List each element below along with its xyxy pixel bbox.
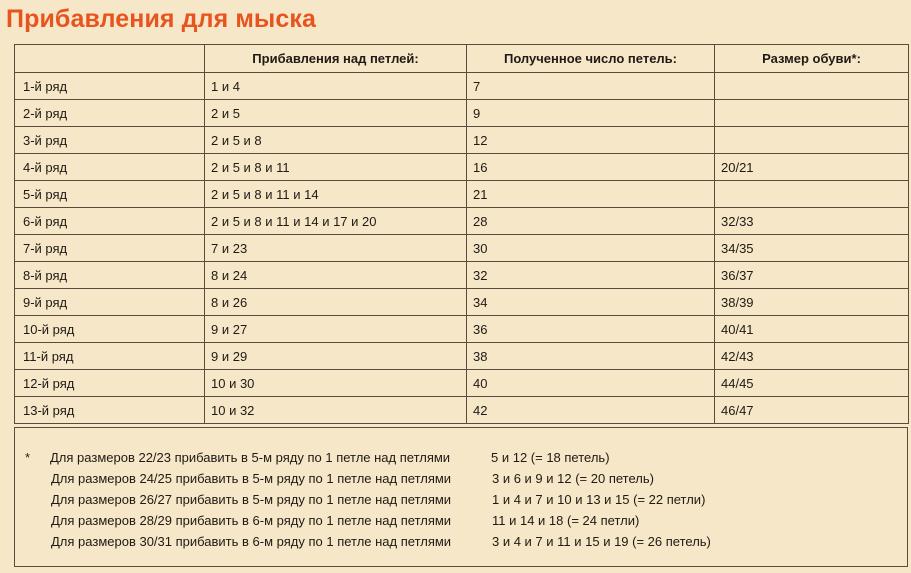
footnote-line [51, 511, 640, 531]
shoe-size-cell: 32/33 [715, 208, 909, 235]
stitch-count-cell: 28 [467, 208, 715, 235]
increases-cell: 8 и 24 [205, 262, 467, 289]
table-row [15, 73, 909, 100]
footnote-line [51, 532, 711, 552]
footnote-value: 3 и 4 и 7 и 11 и 15 и 19 (= 26 петель) [492, 534, 711, 549]
shoe-size-cell [715, 73, 909, 100]
table-row [15, 208, 909, 235]
footnote-line [50, 448, 610, 468]
stitch-count-cell: 42 [467, 397, 715, 424]
row-label-cell: 13-й ряд [15, 397, 205, 424]
increases-table [14, 44, 909, 424]
increases-cell: 8 и 26 [205, 289, 467, 316]
increases-cell: 10 и 32 [205, 397, 467, 424]
shoe-size-cell: 38/39 [715, 289, 909, 316]
footnote-line [51, 469, 654, 489]
increases-cell: 1 и 4 [205, 73, 467, 100]
table-row [15, 262, 909, 289]
increases-cell: 9 и 27 [205, 316, 467, 343]
table-row [15, 370, 909, 397]
row-label-cell: 2-й ряд [15, 100, 205, 127]
table-row [15, 100, 909, 127]
shoe-size-cell: 42/43 [715, 343, 909, 370]
stitch-count-cell: 34 [467, 289, 715, 316]
increases-cell: 2 и 5 и 8 и 11 и 14 и 17 и 20 [205, 208, 467, 235]
table-row [15, 181, 909, 208]
increases-cell: 10 и 30 [205, 370, 467, 397]
table-row [15, 235, 909, 262]
header-increases: Прибавления над петлей: [205, 45, 467, 73]
stitch-count-cell: 16 [467, 154, 715, 181]
table-row [15, 289, 909, 316]
increases-cell: 7 и 23 [205, 235, 467, 262]
footnote-value: 5 и 12 (= 18 петель) [491, 450, 610, 465]
row-label-cell: 12-й ряд [15, 370, 205, 397]
table-row [15, 316, 909, 343]
stitch-count-cell: 30 [467, 235, 715, 262]
shoe-size-cell: 40/41 [715, 316, 909, 343]
header-shoe-size: Размер обуви*: [715, 45, 909, 73]
increases-cell: 2 и 5 и 8 и 11 и 14 [205, 181, 467, 208]
row-label-cell: 5-й ряд [15, 181, 205, 208]
shoe-size-cell: 44/45 [715, 370, 909, 397]
stitch-count-cell: 40 [467, 370, 715, 397]
shoe-size-cell [715, 127, 909, 154]
shoe-size-cell: 36/37 [715, 262, 909, 289]
increases-cell: 2 и 5 и 8 [205, 127, 467, 154]
footnote-line [51, 490, 706, 510]
row-label-cell: 1-й ряд [15, 73, 205, 100]
stitch-count-cell: 38 [467, 343, 715, 370]
table-body [15, 73, 909, 424]
footnote-value: 11 и 14 и 18 (= 24 петли) [492, 513, 640, 528]
footnote-value: 3 и 6 и 9 и 12 (= 20 петель) [492, 471, 654, 486]
header-stitch-count: Полученное число петель: [467, 45, 715, 73]
header-row-label [15, 45, 205, 73]
row-label-cell: 8-й ряд [15, 262, 205, 289]
stitch-count-cell: 36 [467, 316, 715, 343]
row-label-cell: 9-й ряд [15, 289, 205, 316]
footnote-text: Для размеров 28/29 прибавить в 6-м ряду по 1 петле над петлями [51, 513, 452, 528]
table-row [15, 154, 909, 181]
row-label-cell: 3-й ряд [15, 127, 205, 154]
stitch-count-cell: 32 [467, 262, 715, 289]
shoe-size-cell: 46/47 [715, 397, 909, 424]
footnote-text: Для размеров 22/23 прибавить в 5-м ряду по 1 петле над петлями [50, 450, 451, 465]
table-row [15, 397, 909, 424]
footnote-value: 1 и 4 и 7 и 10 и 13 и 15 (= 22 петли) [492, 492, 706, 507]
shoe-size-cell [715, 181, 909, 208]
increases-cell: 9 и 29 [205, 343, 467, 370]
footnote-text: Для размеров 30/31 прибавить в 6-м ряду по 1 петле над петлями [51, 534, 452, 549]
row-label-cell: 6-й ряд [15, 208, 205, 235]
table-row [15, 127, 909, 154]
row-label-cell: 7-й ряд [15, 235, 205, 262]
footnote-text: Для размеров 24/25 прибавить в 5-м ряду по 1 петле над петлями [51, 471, 452, 486]
stitch-count-cell: 9 [467, 100, 715, 127]
row-label-cell: 4-й ряд [15, 154, 205, 181]
stitch-count-cell: 7 [467, 73, 715, 100]
row-label-cell: 10-й ряд [15, 316, 205, 343]
shoe-size-cell [715, 100, 909, 127]
footnotes [14, 427, 908, 567]
table-row [15, 343, 909, 370]
increases-cell: 2 и 5 [205, 100, 467, 127]
increases-cell: 2 и 5 и 8 и 11 [205, 154, 467, 181]
shoe-size-cell: 34/35 [715, 235, 909, 262]
stitch-count-cell: 12 [467, 127, 715, 154]
shoe-size-cell: 20/21 [715, 154, 909, 181]
stitch-count-cell: 21 [467, 181, 715, 208]
page-title: Прибавления для мыска [6, 5, 316, 33]
table-header-row [15, 45, 909, 73]
footnote-text: Для размеров 26/27 прибавить в 5-м ряду по 1 петле над петлями [51, 492, 452, 507]
footnote-asterisk: * [25, 450, 31, 465]
row-label-cell: 11-й ряд [15, 343, 205, 370]
